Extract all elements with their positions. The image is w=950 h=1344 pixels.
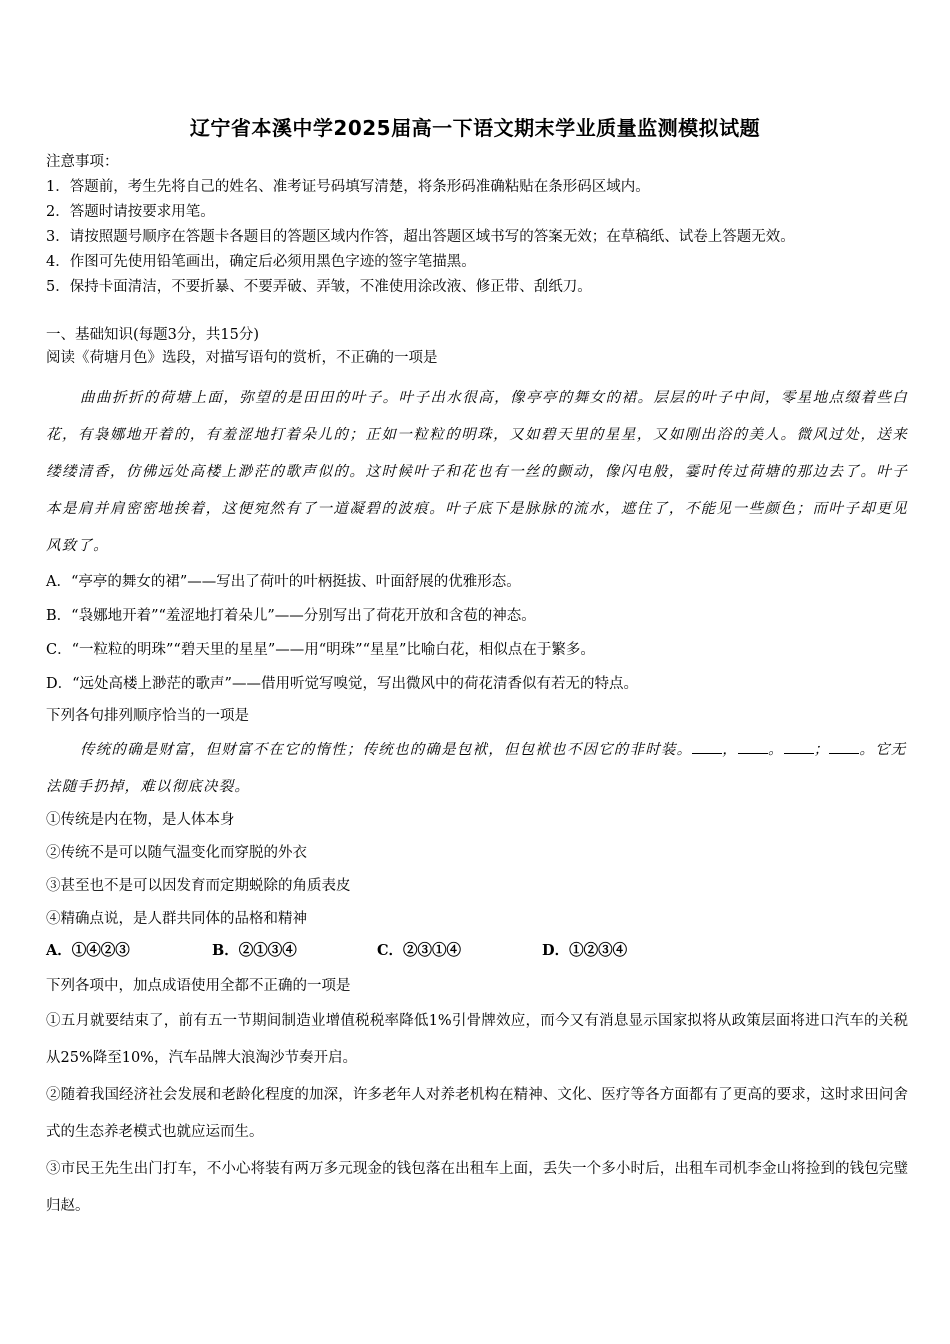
note-item: 3．请按照题号顺序在答题卡各题目的答题区域内作答，超出答题区域书写的答案无效；在草稿纸、试卷上答题无效。 [46, 229, 795, 245]
q3-item: ③市民王先生出门打车，不小心将装有两万多元现金的钱包落在出租车上面，丢失一个多小时后，出租车司机李金山将捡到的钱包完璧归赵。 [46, 1161, 908, 1214]
q2-stem: 下列各句排列顺序恰当的一项是 [46, 708, 249, 724]
note-item: 1．答题前，考生先将自己的姓名、准考证号码填写清楚，将条形码准确粘贴在条形码区域内。 [46, 179, 650, 195]
q2-item: ①传统是内在物，是人体本身 [46, 812, 235, 828]
q2-passage-part2: 它无法随手扔掉，难以彻底决裂。 [46, 742, 907, 795]
q2-item: ②传统不是可以随气温变化而穿脱的外衣 [46, 845, 307, 861]
q2-choices [46, 937, 908, 965]
fill-blank [738, 741, 768, 754]
q1-option-c: C．“一粒粒的明珠”“碧天里的星星”——用“明珠”“星星”比喻白花，相似点在于繁多。 [46, 642, 595, 658]
q3-stem: 下列各项中，加点成语使用全都不正确的一项是 [46, 978, 351, 994]
q2-choice-c: C．②③①④ [377, 942, 462, 959]
q1-option-a: A．“亭亭的舞女的裙”——写出了荷叶的叶柄挺拔、叶面舒展的优雅形态。 [46, 574, 521, 590]
page-title: 辽宁省本溪中学2025届高一下语文期末学业质量监测模拟试题 [189, 116, 761, 140]
q3-item: ②随着我国经济社会发展和老龄化程度的加深，许多老年人对养老机构在精神、文化、医疗等各方面都有了更高的要求，这时求田问舍式的生态养老模式也就应运而生。 [46, 1087, 908, 1140]
section1-heading: 一、基础知识(每题3分，共15分) [46, 327, 259, 343]
q2-choice-b: B．②①③④ [212, 942, 297, 959]
note-item: 4．作图可先使用铅笔画出，确定后必须用黑色字迹的签字笔描黑。 [46, 254, 476, 270]
fill-blank [692, 741, 722, 754]
notes-heading: 注意事项： [46, 154, 119, 170]
q2-item: ③甚至也不是可以因发育而定期蜕除的角质表皮 [46, 878, 351, 894]
fill-blank [784, 741, 814, 754]
q1-stem: 阅读《荷塘月色》选段，对描写语句的赏析，不正确的一项是 [46, 350, 438, 366]
q3-items [46, 1003, 908, 1225]
q1-options [46, 565, 908, 701]
fill-blank [829, 741, 859, 754]
blank-separator: 。 [768, 742, 784, 758]
q2-item: ④精确点说，是人群共同体的品格和精神 [46, 911, 307, 927]
notes-section [46, 150, 908, 300]
q2-choice-a: A．①④②③ [46, 942, 130, 959]
q2-choice-d: D．①②③④ [542, 942, 628, 959]
note-item: 5．保持卡面清洁，不要折暴、不要弄破、弄皱，不准使用涂改液、修正带、刮纸刀。 [46, 279, 592, 295]
blank-separator: ， [722, 742, 738, 758]
blank-separator: 。 [859, 742, 876, 758]
note-item: 2．答题时请按要求用笔。 [46, 204, 215, 220]
section1-header [46, 324, 908, 370]
q1-option-d: D．“远处高楼上渺茫的歌声”——借用听觉写嗅觉，写出微风中的荷花清香似有若无的特点。 [46, 676, 638, 692]
q2-passage [46, 732, 908, 806]
q2-passage-part1: 传统的确是财富，但财富不在它的惰性；传统也的确是包袱，但包袱也不因它的非时装。 [80, 742, 693, 758]
q2-items [46, 804, 908, 936]
q1-passage: 曲曲折折的荷塘上面，弥望的是田田的叶子。叶子出水很高，像亭亭的舞女的裙。层层的叶子中间，零星地点缀着些白花，有袅娜地开着的，有羞涩地打着朵儿的；正如一粒粒的明珠，又如碧天里的星星，又如刚出浴的美人。微风过处，送来缕缕清香，仿佛远处高楼上渺茫的歌声似的。这时候叶子和花也有一丝的颤动，像闪电般，霎时传过荷塘的那边去了。叶子本是肩并肩密密地挨着，这便宛然有了一道凝碧的波痕。叶子底下是脉脉的流水，遮住了，不能见一些颜色；而叶子却更见风致了。 [46, 390, 908, 554]
q1-option-b: B．“袅娜地开着”“羞涩地打着朵儿”——分别写出了荷花开放和含苞的神态。 [46, 608, 536, 624]
q3-item: ①五月就要结束了，前有五一节期间制造业增值税税率降低1%引骨牌效应，而今又有消息显示国家拟将从政策层面将进口汽车的关税从25%降至10%，汽车品牌大浪淘沙节奏开启。 [46, 1013, 908, 1066]
blank-separator: ； [813, 742, 830, 758]
